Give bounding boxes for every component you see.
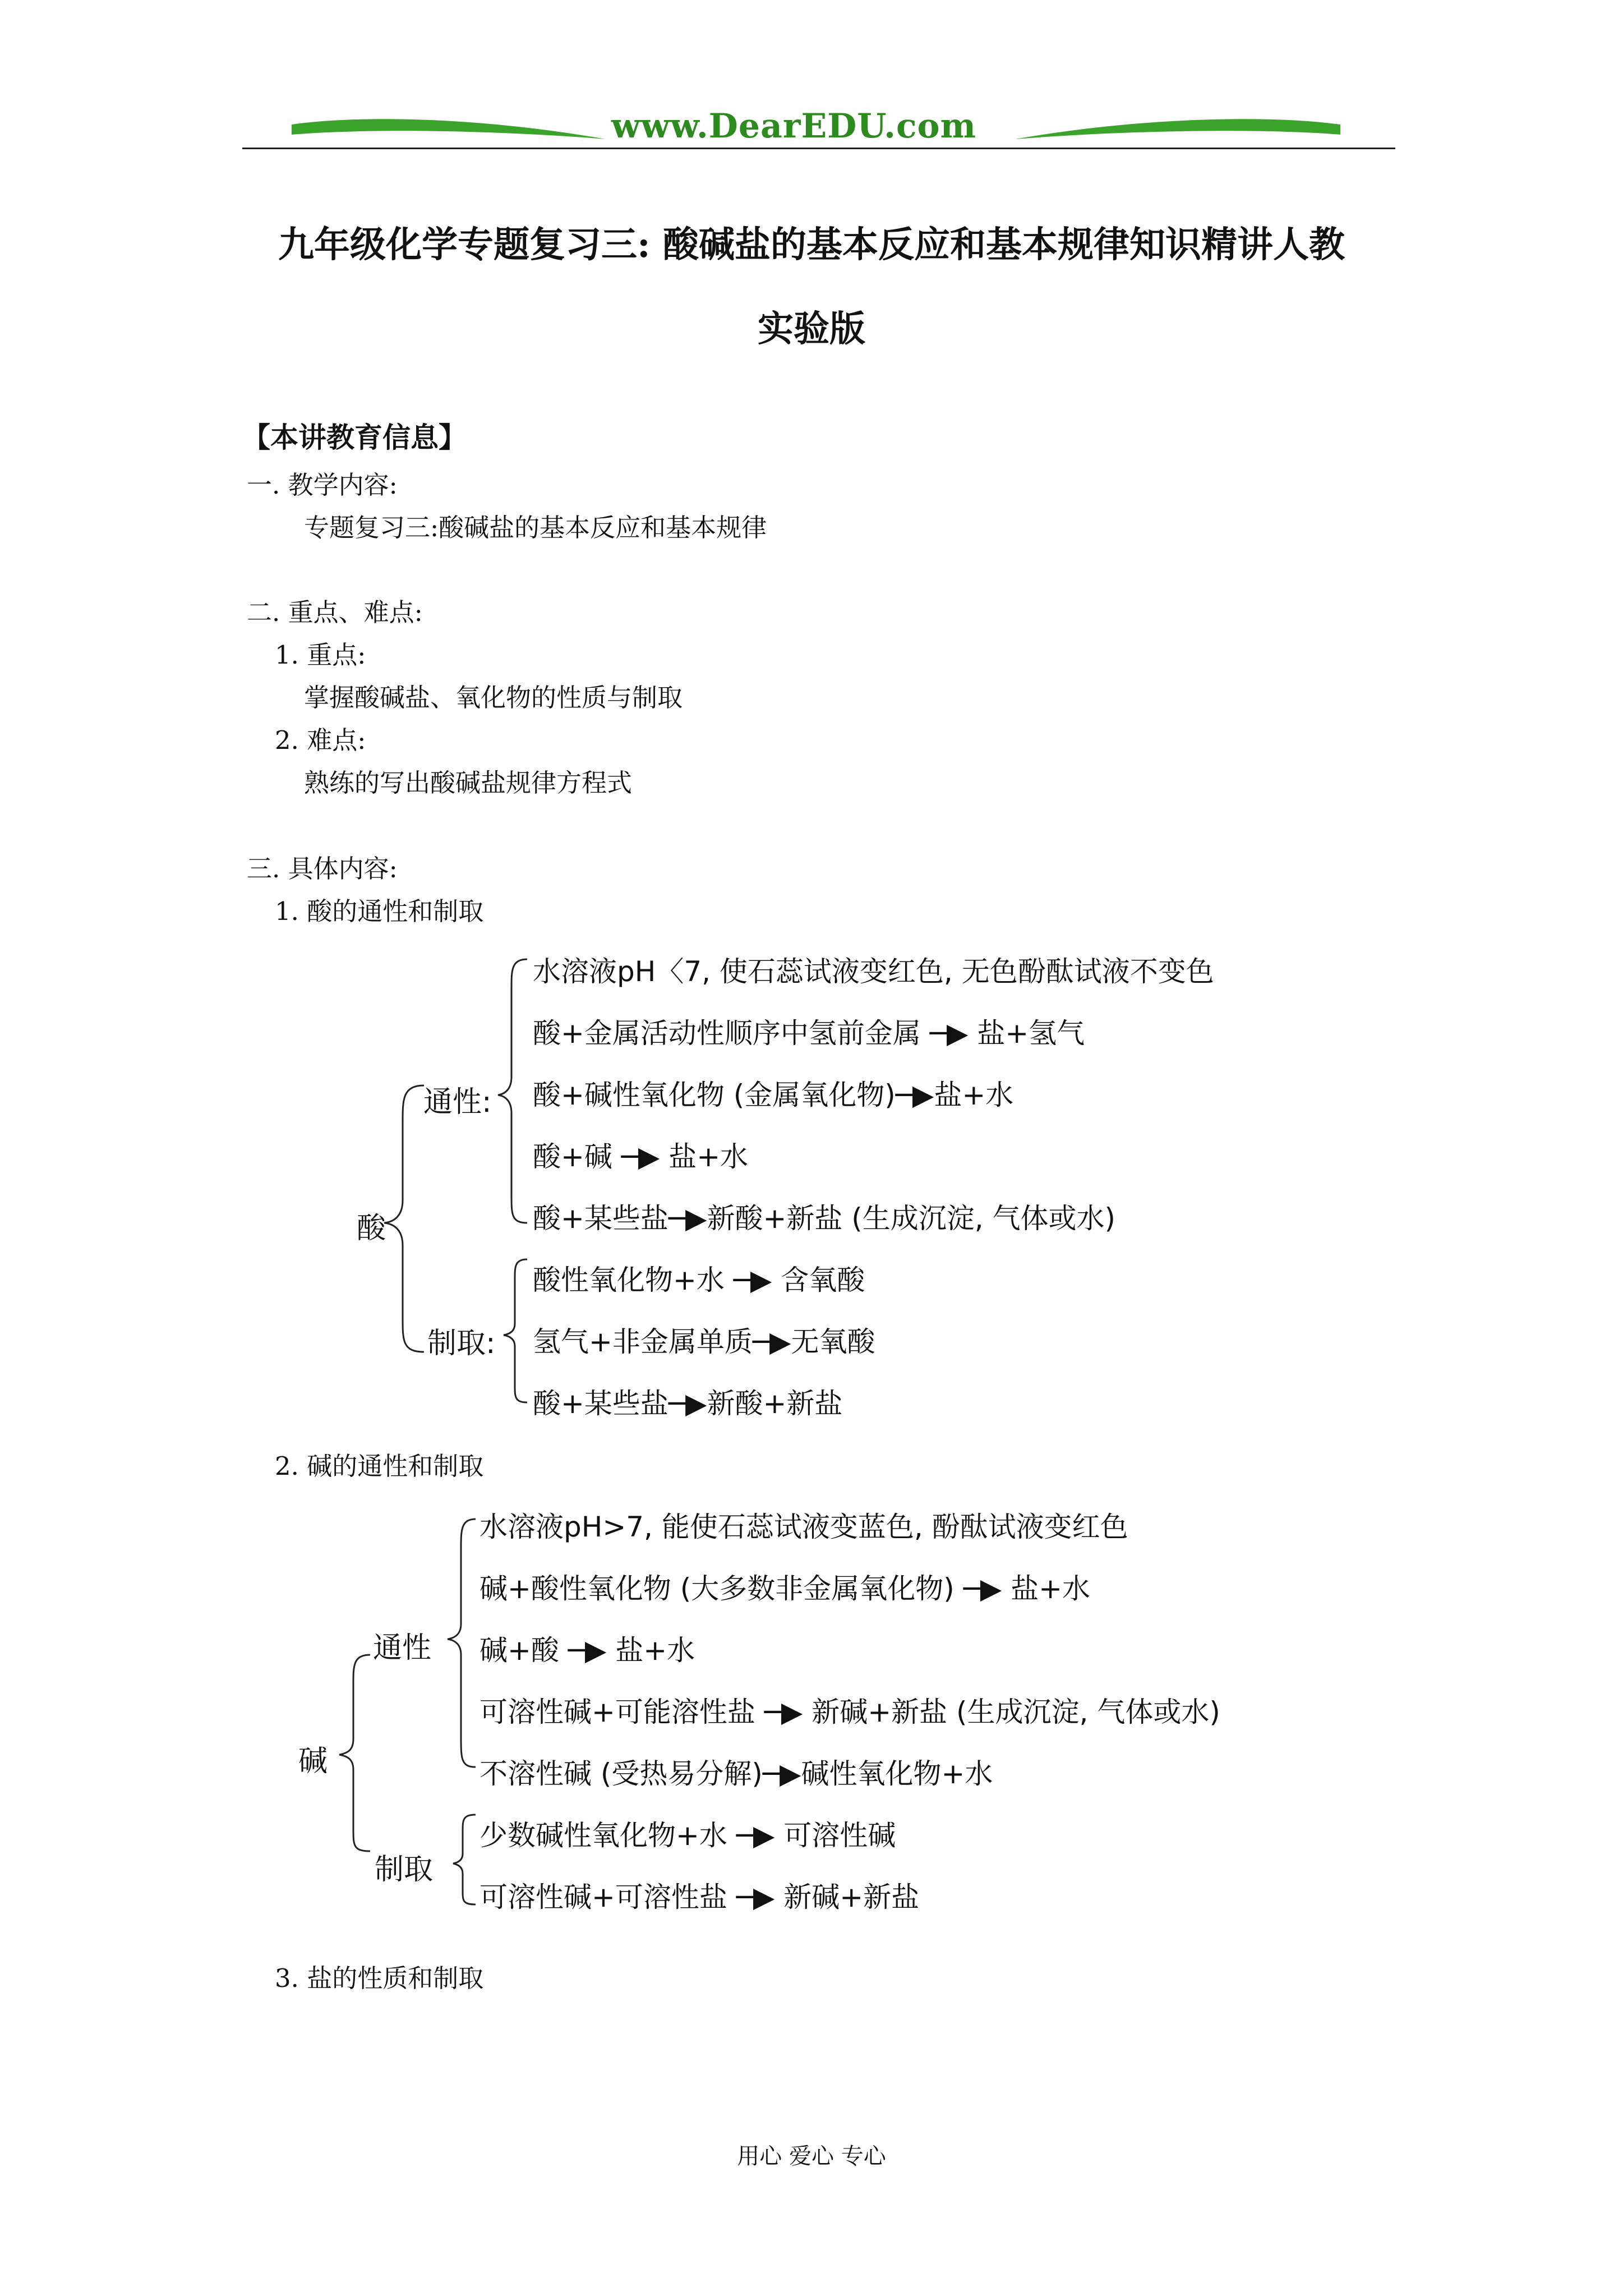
s1-heading: 一. 教学内容: — [247, 470, 398, 500]
page-footer: 用心 爱心 专心 — [737, 2143, 886, 2169]
acid-group1-brace — [498, 959, 527, 1223]
base-group2-label: 制取 — [375, 1853, 434, 1887]
acid-group2-label: 制取: — [427, 1327, 496, 1360]
acid-root-label: 酸 — [357, 1212, 386, 1245]
base-item: 水溶液pH>7, 能使石蕊试液变蓝色, 酚酞试液变红色 — [479, 1511, 1128, 1543]
s3-item2: 2. 碱的通性和制取 — [275, 1451, 484, 1481]
base-item: 可溶性碱+可能溶性盐 ─▶ 新碱+新盐 (生成沉淀, 气体或水) — [479, 1696, 1220, 1728]
base-group1-label: 通性 — [373, 1631, 432, 1665]
acid-item: 酸+某些盐─▶新酸+新盐 (生成沉淀, 气体或水) — [533, 1202, 1116, 1235]
acid-root-brace — [384, 1085, 424, 1352]
s3-heading: 三. 具体内容: — [247, 854, 398, 884]
base-item: 碱+酸性氧化物 (大多数非金属氧化物) ─▶ 盐+水 — [479, 1572, 1091, 1605]
s2-point1-heading: 1. 重点: — [275, 640, 366, 670]
acid-group1-label: 通性: — [423, 1085, 492, 1119]
acid-item: 酸+碱 ─▶ 盐+水 — [533, 1140, 749, 1173]
base-prep-item: 少数碱性氧化物+水 ─▶ 可溶性碱 — [479, 1819, 896, 1852]
logo: www.DearEDU.com — [611, 107, 977, 146]
acid-prep-item: 酸性氧化物+水 ─▶ 含氧酸 — [533, 1264, 865, 1296]
page-title-line1: 九年级化学专题复习三: 酸碱盐的基本反应和基本规律知识精讲人教 — [278, 224, 1345, 266]
acid-item: 酸+金属活动性顺序中氢前金属 ─▶ 盐+氢气 — [533, 1017, 1085, 1050]
base-group2-brace — [453, 1815, 476, 1904]
section-heading: 【本讲教育信息】 — [242, 421, 467, 454]
base-item: 碱+酸 ─▶ 盐+水 — [479, 1634, 695, 1667]
s3-item3: 3. 盐的性质和制取 — [275, 1963, 484, 1993]
base-root-label: 碱 — [298, 1745, 328, 1778]
s2-heading: 二. 重点、难点: — [247, 597, 423, 627]
base-item: 不溶性碱 (受热易分解)─▶碱性氧化物+水 — [479, 1757, 993, 1790]
base-root-brace — [339, 1655, 370, 1851]
acid-prep-item: 氢气+非金属单质─▶无氧酸 — [533, 1326, 875, 1358]
s2-point2-content: 熟练的写出酸碱盐规律方程式 — [304, 768, 633, 798]
acid-item: 水溶液pH〈7, 使石蕊试液变红色, 无色酚酞试液不变色 — [533, 955, 1214, 988]
acid-group2-brace — [504, 1259, 527, 1402]
s2-point2-heading: 2. 难点: — [275, 725, 366, 755]
page-title-line2: 实验版 — [758, 308, 865, 350]
base-group1-brace — [448, 1519, 476, 1767]
s3-item1: 1. 酸的通性和制取 — [275, 896, 484, 926]
acid-item: 酸+碱性氧化物 (金属氧化物)─▶盐+水 — [533, 1079, 1014, 1111]
base-prep-item: 可溶性碱+可溶性盐 ─▶ 新碱+新盐 — [479, 1881, 920, 1913]
s2-point1-content: 掌握酸碱盐、氧化物的性质与制取 — [304, 683, 683, 712]
s1-content: 专题复习三:酸碱盐的基本反应和基本规律 — [304, 513, 767, 542]
acid-prep-item: 酸+某些盐─▶新酸+新盐 — [533, 1387, 843, 1420]
